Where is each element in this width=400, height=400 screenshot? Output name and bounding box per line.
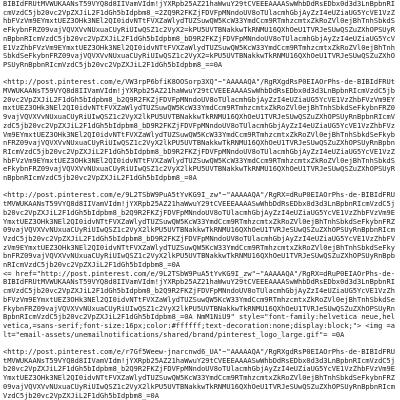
source-anchor-block-3: <= href="http://post.pinterest.com/e/9L2TSbW9PuA5tYvKG9I_zw"~"AAAAAQA"/RgRX=dRuP0EIAOrPhs-de-BIBIdFRUtMVWUKAANsT59VYQ8d8IIVamVIdm!jYXRpb25AZ21haWwuY29tCVEEEAAAASwWhbDdRsEDbx0d3d3LnBpbnRIcmVzdC5jb20vc2VpZXJiL2F1dGh5bIdpbm8_b2Q9R2FKZjFDVFpMNndoUV8oTUlacmhGbjAyZzI4eUZiaUG5YcVE1VzZhbFVzVm9EYmxtUEZ3OHk3NEl2QI0idvNTtFVXZaWlydTUZSuwQW5KcW33YmdCcm9RTmhzcmtxZkRoZVl0ejBhTnhSbkdSeFkybnFRZ09vajVQVXVvNUxuaCUyRiUIwQSZ1c2VyX2lkPU5UVTBNakkwTkRNMU16QXhOeU1TVRJeSUwQSZuZXhOPSUyRnBpbnRIcmVzdC5jb20vc2VpZXJiL2F1dGh5bIdpbm8_=0A NmM1NiU9" style="font-family:helvetica neue,helvetica,=sans-serif;font-size:16px;color:#ffffff;text-decoration:none;display:block;"> <img =alt="email-assets/unemailnotifications/shared/brand/pinterest_logo_large.gif"= =0A bbox=[3, 269, 395, 339]
blank-line bbox=[3, 183, 398, 192]
source-link-block-2: <http://post.pinterest.com/e/9L2TSbW9PuA5tYvKG9I_zw"~"AAAAAQA"/RgRX=dRuP0EIAOrPhs-de-BIBIdFRUtMVWUKAANsT59VYQ8d8IIVamVIdm!jYXRpb25AZ21haWwuY29tCVEEEAAAASwWhbDdRsEDbx0d3d3LnBpbnRIcmVzdC5jb20vc2VpZXJiL2F1dGh5bIdpbm8_b2Q9R2FKZjFDVFpMNndoUV8oTUlacmhGbjAyZzI4eUZiaUG5YcVE1VzZhbFVzVm9EYmxtUEZ3OHk3NEl2QI0idvNTtFVXZaWlydTUZSuwQW5KcW33YmdCcm9RTmhzcmtxZkRoZVl0ejBhTnhSbkdSeFkybnFRZ09vajVQVXVvNUxuaCUyRiUIwQSZ1c2VyX2lkPU5UVTBNakkwTkRNMU16QXhOeU1TVRJeSUwQSZuZXhOPSUyRnBpbnRIcmVzdC5jb20vc2VpZXJiL2F1dGh5bIdpbm8_bD9R2FKZjFDVFpMNndoUV8oTUlacmhGbjAyZzI4eUZiaUG5YcVE1VzZhbFVzVm9EYmxtUEZ3OHk3NEl2QI0idvNTtFVXZaWlydTUZSuwQW5KcW33YmdCcm9RTmhzcmtxZkRoZVl0ejBhTnhSbkdSeFkybnFRZ09vajVQVXVvNUxuaCUyRiUIwQSZ1c2VyX2lkPU5UVTBNakkwTkRNMU16QXhOeU1TVRJeSUwQSZuZXhOPSUyRnBpbnRIcmVzdC5jb20vc2VpZXJiL2F1dGh5bIdpbm8_=0A bbox=[3, 191, 395, 270]
blank-line bbox=[3, 339, 398, 348]
blank-line bbox=[3, 70, 398, 79]
source-line-intro: BIBIdFRUtMVWUKAANsT59VYQ8d8IIVamVIdm!jYXRpb25AZ21haWwuY29tCVEEEAAAASwWhbDdRsEDbx0d3d3LnBpbnRIcmVzdC5jb20vc2VpZXJiL2F1dGh5bIdpbm8_=2ZQ9R2FKZjFDVFpMNndoUV8oTUlacmhGbjAyZzI4eUZiaUG5YcVE1VzZhbFVzVm9EYmxtUEZ3OHk3NEl2QI0idvNTtFVXZaWlydTUZSuwQW5KcW33YmdCcm9RTmhzcmtxZkRoZVl0ejBhTnhSbkdSeFkybnFRZ09vajVQVXVvNUxuaCUyRiUIwQSZ1c2VyX2=kPU5UVTBNakkwTkRNMU16QXhOeU1TVRJeSUwQSZuZXhOPSUyRnBpbnRIcmVzdC5jb20vc2VpZXJiL2F1dGh5bIdpbm8_bD9R2FKZjFDVFpMNndoUV8oTUlacmhGbjAyZzI4eUZiaUG5YcVE1VzZhbFVzVm9EYmxtUEZ3OHk3NEl2QI0idvNTtFVXZaWlydTUZSuwQW5KcW33YmdCcm9RTmhzcmtxZkRoZVl0ejBhTnhSbkdSeFkybnFRZ09vajVQVXVvNUxuaCUyRiUIwQSZ1c2VyX2=kPU5UVTBNakkwTkRNMU16QXhOeU1TVRJeSUwQSZuZXhOPSUyRnBpbnRIcmVzdC5jb20vc2VpZXJiL2F1dGh5bIdpbm8_==0A bbox=[3, 0, 395, 69]
source-link-block-1: <http://post.pinterest.com/e/VW3rpP6bfiK8OOSorp3XQ"~"AAAAAQA"/RgRXgdRsP0EIAOrPhs-de-BIBIdFRUtMVWUKAANsT59VYQ8d8IIVamVIdm!jYXRpb25AZ21haWwuY29tCVEEEAAAASwWhbDdRsEDbx0d3d3LnBpbnRIcmVzdC5jb20vc2VpZXJiL2F1dGh5bIdpbm8_b2Q9R2FKZjFDVFpMNndoUV8oTUlacmhGbjAyZzI4eUZiaUG5YcVE1VzZhbFVzVm9EYmxtUEZ3OHk3NEl2QI0idvNTtFVXZaWlydTUZSuwQW5KcW33YmdCcm9RTmhzcmtxZkRoZVl0ejBhTnhSbkdSeFkybnFRZ09vajVQVXVvNUxuaCUyRiUIwQSZ1c2VyX2lkPU5UVTBNakkwTkRNMU16QXhOeU1TVRJeSUwQSZuZXhOPSUyRnBpbnRIcmVzdC5jb20vc2VpZXJiL2F1dGh5bIdpbm8_bD9R2FKZjFDVFpMNndoUV8oTUlacmhGbjAyZzI4eUZiaUG5YcVE1VzZhbFVzVm9EYmxtUEZ3OHk3NEl2QI0idvNTtFVXZaWlydTUZSuwQW5KcW33YmdCcm9RTmhzcmtxZkRoZVl0ejBhTnhSbkdSeFkybnFRZ09vajVQVXVvNUxuaCUyRiUIwQSZ1c2VyX2lkPU5UVTBNakkwTkRNMU16QXhOeU1TVRJeSUwQSZuZXhOPSUyRnBpbnRIcmVzdC5jb20vc2VpZXJiL2F1dGh5bIdpbm8_bD9R2FKZjFDVFpMNndoUV8oTUlacmhGbjAyZzI4eUZiaUG5YcVE1VzZhbFVzVm9EYmxtUEZ3OHk3NEl2QI0idvNTtFVXZaWlydTUZSuwQW5KcW33YmdCcm9RTmhzcmtxZkRoZVl0ejBhTnhSbkdSeFkybnFRZ09vajVQVXVvNUxuaCUyRiUIwQSZ1c2VyX2lkPU5UVTBNakkwTkRNMU16QXhOeU1TVRJeSUwQSZuZXhOPSUyRnBpbnRIcmVzdC5jb20vc2VpZXJiL2F1dGh5bIdpbm8_=0A bbox=[3, 78, 395, 183]
source-link-block-4: <http://post.pinterest.com/e/r7Gf5Weew-jnarcnwd6_UA"~"AAAAAQA"/RgRXgdRsP0EIAOrPhs-de-BIBIdFRUtMVWUKAANsT59VYQ8d8IIVamVIdm!jYXRpb25AZ21haWwuY29tCVEEEAAAASwWhbDdRsEDbx0d3d3LnBpbnRIcmVzdC5jb20vc2VpZXJiL2F1dGh5bIdpbm8_b2Q9R2FKZjFDVFpMNndoUV8oTUlacmhGbjAyZzI4eUZiaUG5YcVE1VzZhbFVzVm9EYmxtUEZ3OHk3NEl2QI0idvNTtFVXZaWlydTUZSuwQW5KcW33YmdCcm9RTmhzcmtxZkRoZVl0ejBhTnhSbkdSeFkybnFRZ09vajVQVXVvNUxuaCUyRiUIwQSZ1c2VyX2lkPU5UVTBNakkwTkRNMU16QXhOeU1TVRJeSUwQSZuZXhOPSUyRnBpbnRIcmVzdC5jb20vc2VpZXJiL2F1dGh5bIdpbm8_=0A bbox=[3, 348, 395, 400]
